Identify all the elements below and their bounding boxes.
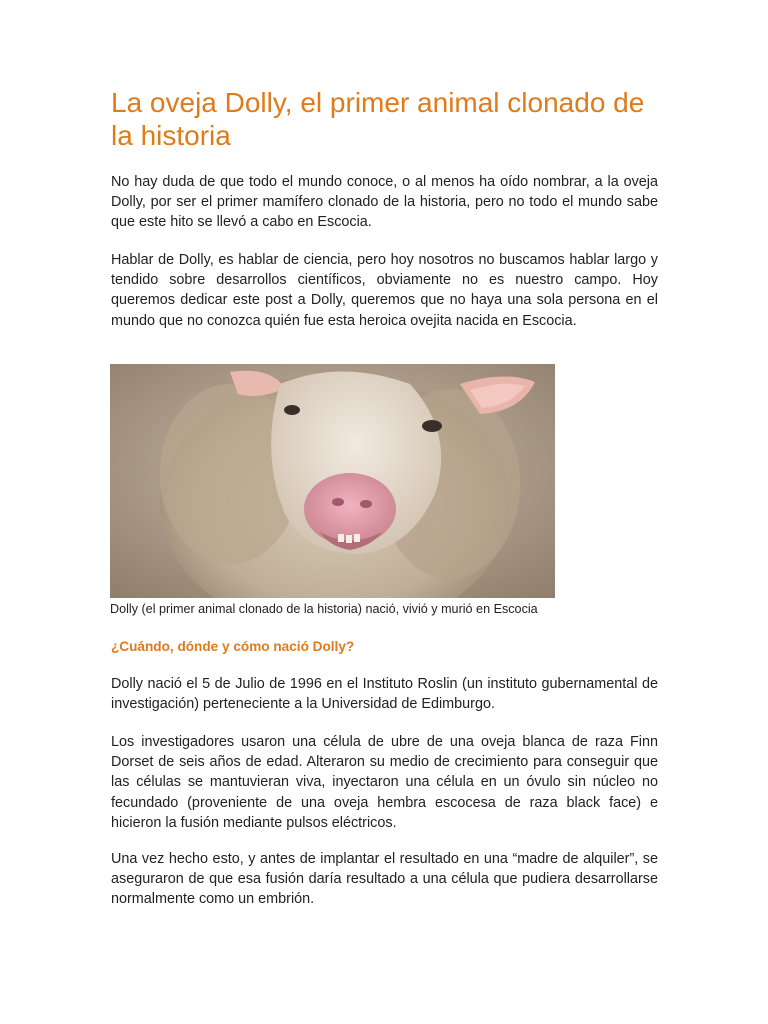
embryo-paragraph: Una vez hecho esto, y antes de implantar el resultado en una “madre de alquiler”, se aseguraron de que esa fusión daría resultado a una célula que pudiera desarrollarse normalmente como un embrión. xyxy=(111,851,658,908)
figure-caption: Dolly (el primer animal clonado de la historia) nació, vivió y murió en Escocia xyxy=(110,602,538,616)
intro-paragraph: No hay duda de que todo el mundo conoce, o al menos ha oído nombrar, a la oveja Dolly, por ser el primer mamífero clonado de la historia, pero no todo el mundo sabe que este hito se llevó a cabo en Escocia. xyxy=(111,174,658,231)
birth-paragraph: Dolly nació el 5 de Julio de 1996 en el Instituto Roslin (un instituto gubernamental de investigación) perteneciente a la Universidad de Edimburgo. xyxy=(111,676,658,713)
dolly-sheep-photo xyxy=(110,364,555,598)
article-title: La oveja Dolly, el primer animal clonado de la historia xyxy=(111,87,645,151)
method-paragraph: Los investigadores usaron una célula de ubre de una oveja blanca de raza Finn Dorset de seis años de edad. Alteraron su medio de crecimiento para conseguir que las células se mantuvieran viva, inyectaron una célula en un óvulo sin núcleo no fecundado (proveniente de una oveja hembra escocesa de raza black face) e hicieron la fusión mediante pulsos eléctricos. xyxy=(111,734,658,831)
section-heading: ¿Cuándo, dónde y cómo nació Dolly? xyxy=(111,639,355,654)
purpose-paragraph: Hablar de Dolly, es hablar de ciencia, pero hoy nosotros no buscamos hablar largo y tendido sobre desarrollos científicos, obviamente no es nuestro campo. Hoy queremos dedicar este post a Dolly, queremos que no haya una sola persona en el mundo que no conozca quién fue esta heroica ovejita nacida en Escocia. xyxy=(111,252,658,329)
